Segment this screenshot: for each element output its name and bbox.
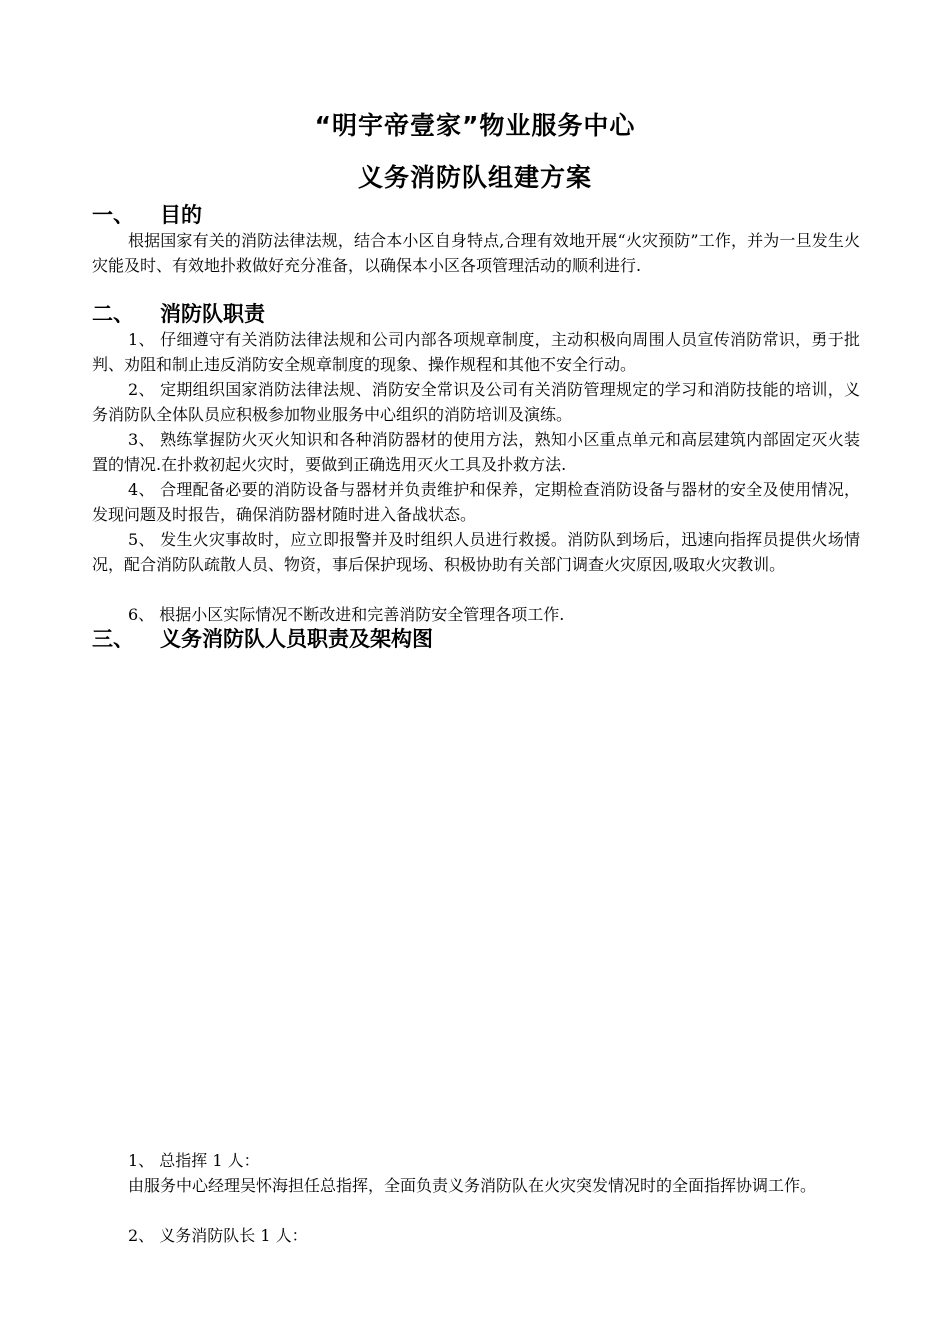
role-commander-desc: 由服务中心经理吴怀海担任总指挥，全面负责义务消防队在火灾突发情况时的全面指挥协调工作。 bbox=[128, 1176, 817, 1195]
org-chart-area bbox=[92, 660, 860, 1130]
role-commander-heading: 1、 总指挥 1 人： bbox=[128, 1151, 260, 1170]
section-title: 目的 bbox=[160, 203, 202, 227]
section-number: 一、 bbox=[92, 203, 134, 227]
section-heading-purpose bbox=[92, 199, 202, 229]
duty-item-4: 4、 合理配备必要的消防设备与器材并负责维护和保养，定期检查消防设备与器材的安全及使用情况，发现问题及时报告，确保消防器材随时进入备战状态。 bbox=[92, 480, 860, 524]
section-title: 消防队职责 bbox=[160, 302, 265, 326]
section-heading-structure bbox=[92, 623, 433, 653]
role-captain-heading: 2、 义务消防队长 1 人： bbox=[128, 1226, 308, 1245]
duty-item-5: 5、 发生火灾事故时，应立即报警并及时组织人员进行救援。消防队到场后，迅速向指挥员提供火场情况，配合消防队疏散人员、物资，事后保护现场、积极协助有关部门调查火灾原因,吸取火灾教训。 bbox=[92, 530, 860, 574]
document-title: “明宇帝壹家”物业服务中心 bbox=[314, 111, 636, 140]
duty-item-6: 6、 根据小区实际情况不断改进和完善消防安全管理各项工作. bbox=[128, 605, 565, 624]
section-number: 二、 bbox=[92, 302, 134, 326]
duty-item-1: 1、 仔细遵守有关消防法律法规和公司内部各项规章制度，主动积极向周围人员宣传消防常识，勇于批判、劝阻和制止违反消防安全规章制度的现象、操作规程和其他不安全行动。 bbox=[92, 330, 860, 374]
section-title: 义务消防队人员职责及架构图 bbox=[160, 627, 433, 651]
duty-item-2: 2、 定期组织国家消防法律法规、消防安全常识及公司有关消防管理规定的学习和消防技能的培训，义务消防队全体队员应积极参加物业服务中心组织的消防培训及演练。 bbox=[92, 380, 860, 424]
duty-item-3: 3、 熟练掌握防火灭火知识和各种消防器材的使用方法，熟知小区重点单元和高层建筑内部固定灭火装置的情况.在扑救初起火灾时，要做到正确选用灭火工具及扑救方法. bbox=[92, 430, 860, 474]
section-heading-duties bbox=[92, 298, 265, 328]
section-number: 三、 bbox=[92, 627, 134, 651]
purpose-paragraph: 根据国家有关的消防法律法规，结合本小区自身特点,合理有效地开展“火灾预防”工作，并为一旦发生火灾能及时、有效地扑救做好充分准备，以确保本小区各项管理活动的顺利进行. bbox=[92, 231, 860, 275]
document-subtitle: 义务消防队组建方案 bbox=[357, 163, 592, 192]
